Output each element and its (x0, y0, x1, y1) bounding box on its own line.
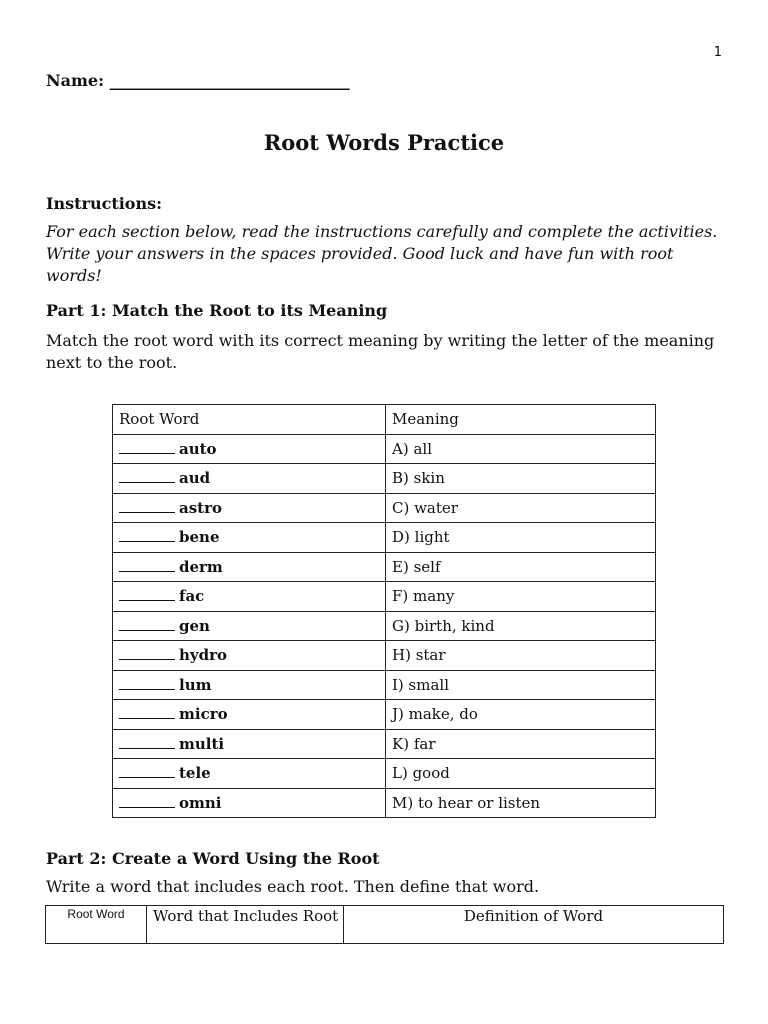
match-table-row (113, 670, 656, 700)
root-word: fac (179, 587, 205, 606)
header-root-word-2: Root Word (46, 906, 147, 944)
match-table-row (113, 434, 656, 464)
part1-instructions: Match the root word with its correct meaning by writing the letter of the meaning next to the root. (46, 331, 715, 372)
match-table-row (113, 552, 656, 582)
match-table-row (113, 523, 656, 553)
answer-blank[interactable] (119, 747, 175, 749)
answer-blank[interactable] (119, 688, 175, 690)
header-meaning: Meaning (386, 405, 656, 435)
name-field[interactable]: Name: ______________________________ (46, 71, 350, 90)
part2-heading: Part 2: Create a Word Using the Root (46, 849, 380, 868)
root-word: astro (179, 498, 223, 517)
answer-blank[interactable] (119, 806, 175, 808)
root-cell (113, 611, 386, 641)
match-table-row (113, 582, 656, 612)
root-word: multi (179, 734, 225, 753)
root-word: omni (179, 793, 222, 812)
root-word: lum (179, 675, 212, 694)
meaning-cell: G) birth, kind (386, 611, 656, 641)
header-definition: Definition of Word (344, 906, 724, 944)
root-cell (113, 788, 386, 818)
match-table (112, 404, 656, 818)
root-word: auto (179, 439, 217, 458)
meaning-cell: F) many (386, 582, 656, 612)
page-title: Root Words Practice (263, 130, 505, 155)
meaning-cell: B) skin (386, 464, 656, 494)
root-cell (113, 700, 386, 730)
meaning-cell: C) water (386, 493, 656, 523)
answer-blank[interactable] (119, 599, 175, 601)
answer-blank[interactable] (119, 452, 175, 454)
answer-blank[interactable] (119, 540, 175, 542)
root-cell (113, 670, 386, 700)
answer-blank[interactable] (119, 717, 175, 719)
match-table-row (113, 729, 656, 759)
meaning-cell: H) star (386, 641, 656, 671)
meaning-cell: I) small (386, 670, 656, 700)
match-table-row (113, 788, 656, 818)
root-cell (113, 729, 386, 759)
header-root-word: Root Word (113, 405, 386, 435)
root-word: gen (179, 616, 210, 635)
meaning-cell: M) to hear or listen (386, 788, 656, 818)
answer-blank[interactable] (119, 570, 175, 572)
match-table-row (113, 611, 656, 641)
root-cell (113, 523, 386, 553)
create-word-table (45, 905, 724, 944)
answer-blank[interactable] (119, 511, 175, 513)
header-word-includes-root: Word that Includes Root (147, 906, 344, 944)
root-cell (113, 464, 386, 494)
match-table-row (113, 759, 656, 789)
match-table-row (113, 700, 656, 730)
meaning-cell: A) all (386, 434, 656, 464)
meaning-cell: K) far (386, 729, 656, 759)
root-word: derm (179, 557, 223, 576)
answer-blank[interactable] (119, 629, 175, 631)
match-table-row (113, 641, 656, 671)
match-table-header-row (113, 405, 656, 435)
root-cell (113, 582, 386, 612)
root-cell (113, 493, 386, 523)
answer-blank[interactable] (119, 776, 175, 778)
instructions-heading: Instructions: (46, 194, 163, 213)
root-cell (113, 759, 386, 789)
page-number: 1 (713, 45, 722, 60)
root-word: micro (179, 705, 228, 724)
create-table-header-row (46, 906, 724, 944)
match-table-row (113, 464, 656, 494)
root-word: aud (179, 469, 211, 488)
part1-heading: Part 1: Match the Root to its Meaning (46, 301, 388, 320)
match-table-row (113, 493, 656, 523)
root-word: bene (179, 528, 220, 547)
meaning-cell: L) good (386, 759, 656, 789)
root-cell (113, 641, 386, 671)
answer-blank[interactable] (119, 481, 175, 483)
instructions-text: For each section below, read the instructions carefully and complete the activities. Write your answers in the spaces provided. Good luck and have fun with root words! (46, 222, 718, 285)
meaning-cell: J) make, do (386, 700, 656, 730)
root-word: tele (179, 764, 211, 783)
meaning-cell: D) light (386, 523, 656, 553)
root-cell (113, 434, 386, 464)
answer-blank[interactable] (119, 658, 175, 660)
root-cell (113, 552, 386, 582)
root-word: hydro (179, 646, 228, 665)
meaning-cell: E) self (386, 552, 656, 582)
part2-instructions: Write a word that includes each root. Then define that word. (46, 877, 540, 896)
